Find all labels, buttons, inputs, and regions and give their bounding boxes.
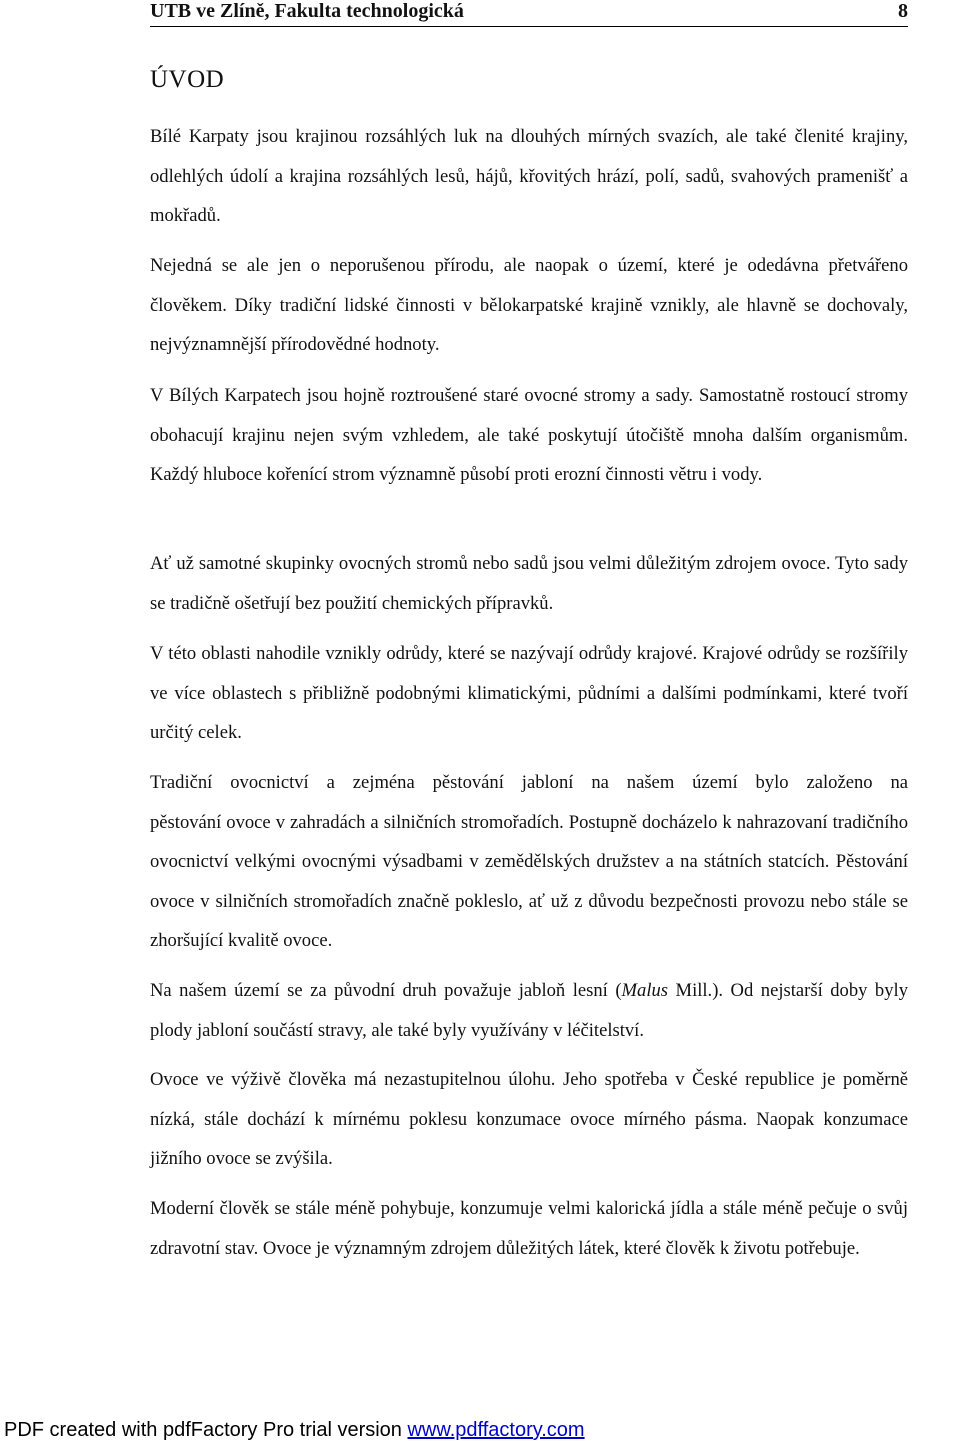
page-number: 8 bbox=[898, 0, 908, 22]
paragraph-2: Nejedná se ale jen o neporušenou přírodu, ale naopak o území, které je odedávna přetvářeno člověkem. Díky tradiční lidské činnosti v bělokarpatské krajině vznikly, ale hlavně se dochovaly, nejvýznamnější přírodovědné hodnoty. bbox=[150, 255, 908, 355]
pdf-footer bbox=[4, 1419, 585, 1442]
page-header bbox=[150, 0, 908, 27]
paragraph-7-end: Mill.). Od nejstarší doby byly plody jabloní součástí stravy, ale také byly využívány v léčitelství. bbox=[150, 980, 908, 1041]
footer-link[interactable]: www.pdffactory.com bbox=[407, 1419, 585, 1441]
paragraph-9: Moderní člověk se stále méně pohybuje, konzumuje velmi kalorická jídla a stále méně pečuje o svůj zdravotní stav. Ovoce je významným zdrojem důležitých látek, které člověk k životu potřebuje. bbox=[150, 1198, 908, 1259]
header-title: UTB ve Zlíně, Fakulta technologická bbox=[150, 0, 464, 22]
section-heading: ÚVOD bbox=[150, 66, 225, 93]
paragraph-6-body: pěstování ovoce v zahradách a silničních stromořadích. Postupně docházelo k nahrazovaní tradičního ovocnictví velkými ovocnými výsadbami v zemědělských družstev a na státních statcích. Pěstování ovoce v silničních stromořadích značně pokleslo, ať už z důvodu bezpečnosti provozu nebo stále se zhoršující kvalitě ovoce. bbox=[150, 811, 908, 951]
paragraph-7-start: Na našem území se za původní druh považuje jabloň lesní ( bbox=[150, 980, 622, 1001]
paragraph-5: V této oblasti nahodile vznikly odrůdy, které se nazývají odrůdy krajové. Krajové odrůdy se rozšířily ve více oblastech s přibližně podobnými klimatickými, půdními a dalšími podmínkami, které tvoří určitý celek. bbox=[150, 643, 908, 743]
paragraph-6 bbox=[150, 763, 908, 961]
paragraph-3: V Bílých Karpatech jsou hojně roztroušené staré ovocné stromy a sady. Samostatně rostoucí stromy obohacují krajinu nejen svým vzhledem, ale také poskytují útočiště mnoha dalším organismům. Každý hluboce kořenící strom významně působí proti erozní činnosti větru i vody. bbox=[150, 385, 908, 485]
paragraph-6-line-1: Tradiční ovocnictví a zejména pěstování jabloní na našem území bylo založeno na bbox=[150, 772, 908, 793]
footer-text: PDF created with pdfFactory Pro trial version bbox=[4, 1419, 408, 1441]
paragraph-7-genus: Malus bbox=[621, 980, 669, 1001]
paragraph-7 bbox=[150, 971, 908, 1050]
paragraph-1: Bílé Karpaty jsou krajinou rozsáhlých luk na dlouhých mírných svazích, ale také členité krajiny, odlehlých údolí a krajina rozsáhlých lesů, hájů, křovitých hrází, polí, sadů, svahových pramenišť a mokřadů. bbox=[150, 126, 908, 226]
paragraph-4: Ať už samotné skupinky ovocných stromů nebo sadů jsou velmi důležitým zdrojem ovoce. Tyto sady se tradičně ošetřují bez použití chemických přípravků. bbox=[150, 553, 908, 614]
paragraph-8: Ovoce ve výživě člověka má nezastupitelnou úlohu. Jeho spotřeba v České republice je poměrně nízká, stále dochází k mírnému poklesu konzumace ovoce mírného pásma. Naopak konzumace jižního ovoce se zvýšila. bbox=[150, 1069, 908, 1169]
